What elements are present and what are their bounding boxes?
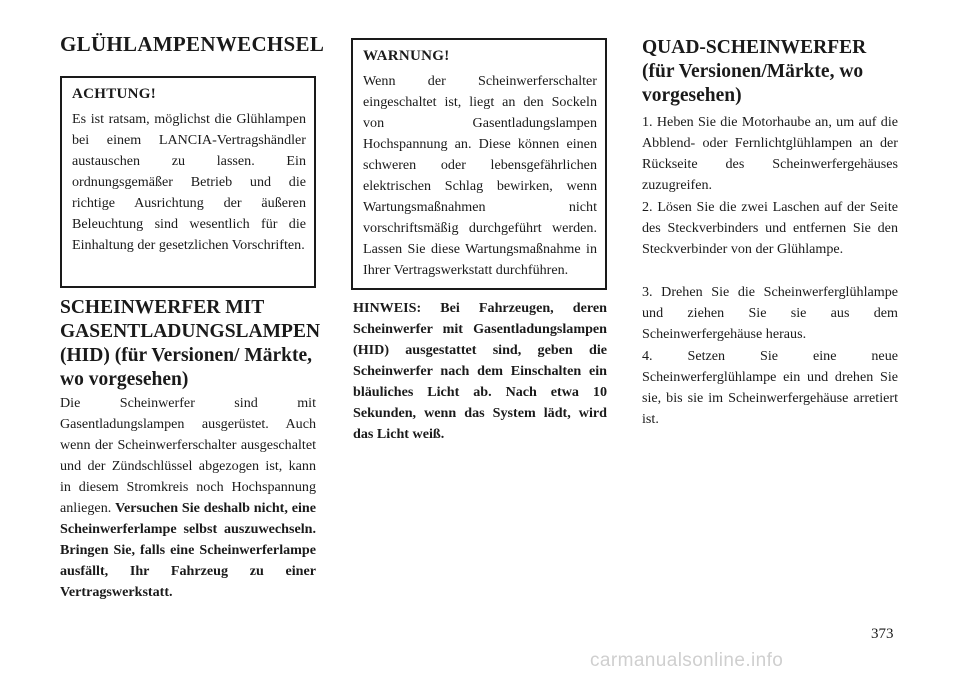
hid-text: Die Scheinwerfer sind mit Gasentladungslampen ausgerüstet. Auch wenn der Scheinwerferschalter ausgeschaltet und der Zündschlüssel abgezogen ist, kann in diesem Stromkreis noch Hochspannung anliegen. xyxy=(60,395,316,516)
hid-note: HINWEIS: Bei Fahrzeugen, deren Scheinwerfer mit Gasentladungslampen (HID) ausgestattet sind, geben die Scheinwerfer nach dem Einschalten ein bläuliches Licht ab. Nach etwa 10 Sekunden, wenn das System lädt, wird das Licht weiß. xyxy=(353,300,607,442)
step-3: 3. Drehen Sie die Scheinwerferglühlampe und ziehen Sie sie aus dem Scheinwerfergehäuse heraus. xyxy=(642,284,898,342)
quad-heading: QUAD-SCHEINWERFER (für Versionen/Märkte, wo vorgesehen) xyxy=(642,37,867,106)
hid-paragraph xyxy=(60,393,316,603)
page-number: 373 xyxy=(871,626,894,642)
caution-box xyxy=(60,76,316,288)
caution-title: ACHTUNG! xyxy=(72,86,157,102)
caution-text: Es ist ratsam, möglichst die Glühlampen bei einem LANCIA-Vertragshändler austauschen zu lassen. Ein ordnungsgemäßer Betrieb und die richtige Ausrichtung der äußeren Beleuchtung sind wesentlich für die Einhaltung der gesetzlichen Vorschriften. xyxy=(72,111,306,253)
hid-warning-text: Versuchen Sie deshalb nicht, eine Scheinwerferlampe selbst auszuwechseln. Bringen Sie, falls eine Scheinwerferlampe ausfällt, Ihr Fahrzeug zu einer Vertragswerkstatt. xyxy=(60,500,316,600)
page-title: GLÜHLAMPENWECHSEL xyxy=(60,32,325,56)
step-1: 1. Heben Sie die Motorhaube an, um auf die Abblend- oder Fernlichtglühlampen an der Rückseite des Scheinwerfergehäuses zuzugreifen. xyxy=(642,114,898,193)
warning-title: WARNUNG! xyxy=(363,48,450,64)
warning-box xyxy=(351,38,607,290)
hid-heading: SCHEINWERFER MIT GASENTLADUNGSLAMPEN (HID) (für Versionen/ Märkte, wo vorgesehen) xyxy=(60,297,321,390)
step-4: 4. Setzen Sie eine neue Scheinwerferglühlampe ein und drehen Sie sie, bis sie im Scheinwerfergehäuse arretiert ist. xyxy=(642,348,898,427)
step-2: 2. Lösen Sie die zwei Laschen auf der Seite des Steckverbinders und entfernen Sie den Steckverbinder von der Glühlampe. xyxy=(642,199,898,257)
watermark: carmanualsonline.info xyxy=(590,650,784,671)
warning-text: Wenn der Scheinwerferschalter eingeschaltet ist, liegt an den Sockeln von Gasentladungslampen Hochspannung an. Diese können einen schweren oder lebensgefährlichen elektrischen Schlag bewirken, wenn Wartungsmaßnahmen nicht vorschriftsmäßig durchgeführt werden. Lassen Sie diese Wartungsmaßnahme in Ihrer Vertragswerkstatt durchführen. xyxy=(363,73,597,278)
